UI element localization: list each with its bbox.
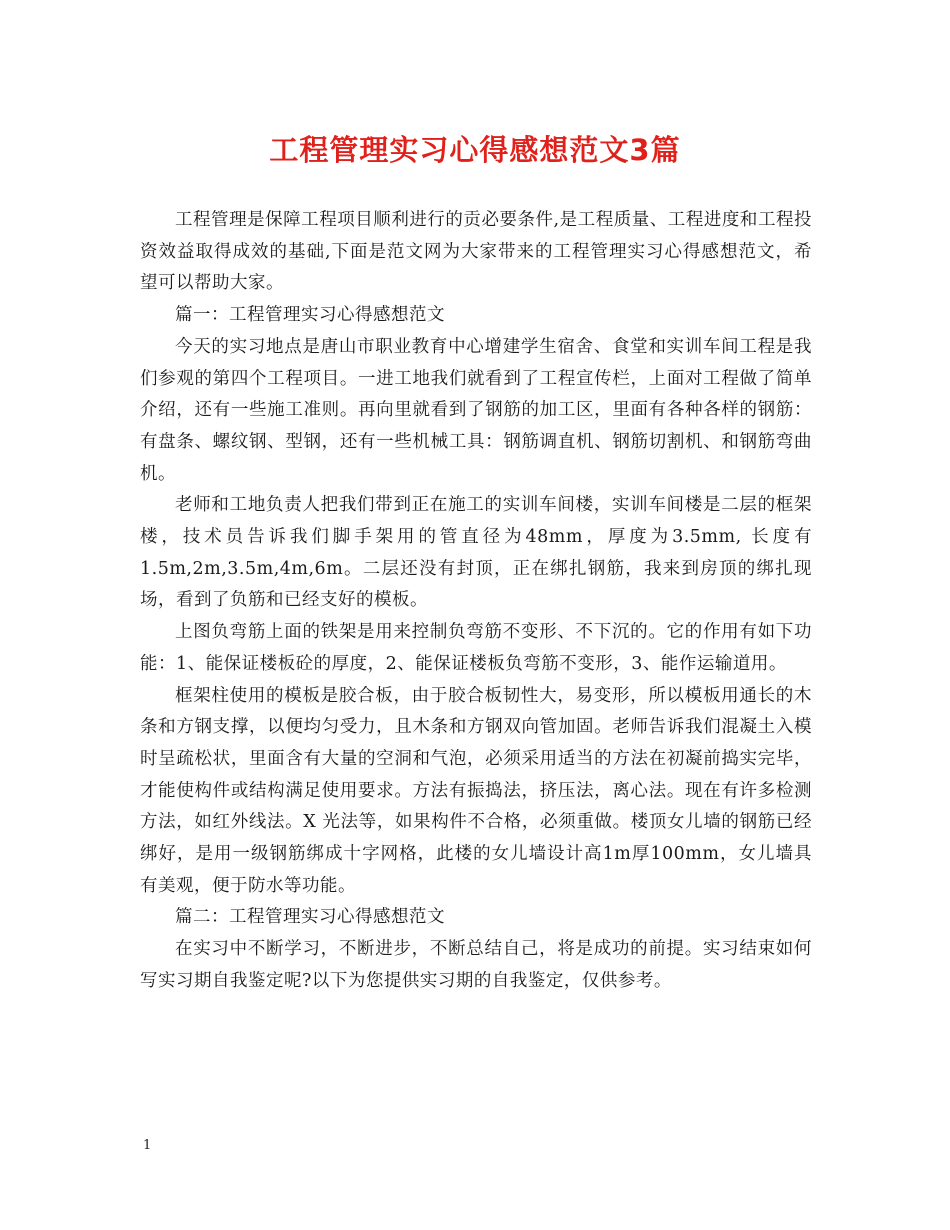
section-heading-one: 篇一：工程管理实习心得感想范文 [175,305,445,326]
body-paragraph: 今天的实习地点是唐山市职业教育中心增建学生宿舍、食堂和实训车间工程是我们参观的第四个工程项目。一进工地我们就看到了工程宣传栏，上面对工程做了简单介绍，还有一些施工准则。再向里就看到了钢筋的加工区，里面有各种各样的钢筋：有盘条、螺纹钢、型钢，还有一些机械工具：钢筋调直机、钢筋切割机、和钢筋弯曲机。 [140,336,812,484]
body-paragraph: 在实习中不断学习，不断进步，不断总结自己，将是成功的前提。实习结束如何写实习期自我鉴定呢?以下为您提供实习期的自我鉴定，仅供参考。 [140,939,812,991]
intro-paragraph: 工程管理是保障工程项目顺利进行的贡必要条件,是工程质量、工程进度和工程投资效益取得成效的基础,下面是范文网为大家带来的工程管理实习心得感想范文，希望可以帮助大家。 [140,210,812,294]
page-number: 1 [143,1138,152,1153]
body-paragraph: 框架柱使用的模板是胶合板，由于胶合板韧性大，易变形，所以模板用通长的木条和方钢支撑，以便均匀受力，且木条和方钢双向管加固。老师告诉我们混凝土入模时呈疏松状，里面含有大量的空洞和气泡，必须采用适当的方法在初凝前捣实完毕，才能使构件或结构满足使用要求。方法有振捣法，挤压法，离心法。现在有许多检测方法，如红外线法。X 光法等，如果构件不合格，必须重做。楼顶女儿墙的钢筋已经绑好，是用一级钢筋绑成十字网格，此楼的女儿墙设计高1m厚100mm，女儿墙具有美观，便于防水等功能。 [140,685,812,896]
section-heading-two: 篇二：工程管理实习心得感想范文 [175,907,445,928]
document-body [140,205,812,998]
document-title: 工程管理实习心得感想范文3篇 [269,133,681,167]
body-paragraph: 上图负弯筋上面的铁架是用来控制负弯筋不变形、不下沉的。它的作用有如下功能：1、能保证楼板砼的厚度，2、能保证楼板负弯筋不变形，3、能作运输道用。 [140,622,812,674]
body-paragraph: 老师和工地负责人把我们带到正在施工的实训车间楼，实训车间楼是二层的框架楼，技术员告诉我们脚手架用的管直径为48mm，厚度为3.5mm, 长度有1.5m,2m,3.5m,4m,6m。二层还没有封顶，正在绑扎钢筋，我来到房顶的绑扎现场，看到了负筋和已经支好的模板。 [140,495,812,611]
